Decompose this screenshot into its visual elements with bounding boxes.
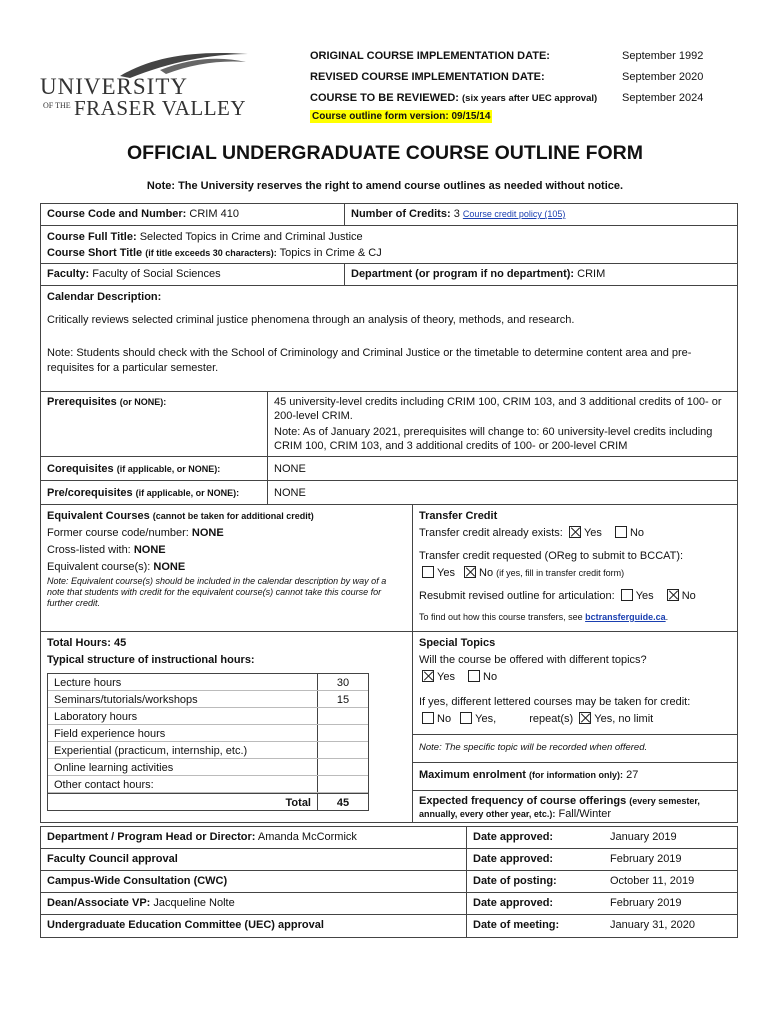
course-code-cell: Course Code and Number: CRIM 410 — [47, 208, 239, 220]
approval-row — [41, 827, 737, 849]
transfer-exists-no-checkbox[interactable] — [615, 526, 627, 538]
title-row — [41, 226, 737, 264]
credits-cell: Number of Credits: 3 Course credit policy (105) — [344, 204, 737, 225]
calendar-label: Calendar Description: — [47, 291, 162, 303]
review-date-label: COURSE TO BE REVIEWED: (six years after UEC approval) — [310, 92, 598, 104]
hours-row-label: Lecture hours — [54, 677, 122, 689]
hours-row-value[interactable] — [317, 759, 368, 775]
faculty-cell: Faculty: Faculty of Social Sciences — [47, 268, 221, 280]
logo-of-the: OF THE — [43, 101, 71, 110]
hours-row-label: Field experience hours — [54, 728, 166, 740]
page-title: OFFICIAL UNDERGRADUATE COURSE OUTLINE FORM — [126, 142, 644, 164]
code-credits-row — [41, 204, 737, 226]
precoreq-value: NONE — [267, 481, 737, 504]
special-topics-cell: Special Topics Will the course be offered with different topics? Yes No If yes, different lettered courses may be taken for credit: No Yes, repeat(s) Yes, no limit Note: The specific topic will be recorded when offered. Maximum enrolment (for information only): 27 Expected frequency of course offerings (every semester, annually, every other year, etc.): Fall/Winter — [412, 632, 737, 822]
approval-date-value: January 31, 2020 — [610, 919, 696, 931]
hours-special-row — [41, 632, 737, 822]
equivalent-transfer-row — [41, 505, 737, 632]
special-note: Note: The specific topic will be recorded when offered. — [413, 734, 737, 756]
approval-date-value: January 2019 — [610, 831, 677, 843]
calendar-note: Note: Students should check with the School of Criminology and Criminal Justice or the timetable to determine content area and pre-requisites for a particular semester. — [47, 347, 692, 374]
hours-row-label: Laboratory hours — [54, 711, 138, 723]
coreq-label: Corequisites (if applicable, or NONE): — [47, 463, 221, 475]
approval-row — [41, 893, 737, 915]
hours-row-value[interactable]: 30 — [317, 674, 368, 690]
approval-row — [41, 849, 737, 871]
transfer-exists-yes-checkbox[interactable] — [569, 526, 581, 538]
approval-label: Dean/Associate VP: Jacqueline Nolte — [47, 897, 235, 909]
approval-date-label: Date approved: — [466, 827, 604, 848]
lettered-options: No Yes, repeat(s) Yes, no limit — [419, 711, 731, 728]
special-yes-checkbox[interactable] — [422, 670, 434, 682]
transfer-exists: Transfer credit already exists: Yes No — [419, 527, 645, 539]
transfer-requested-yes-checkbox[interactable] — [422, 566, 434, 578]
bctransferguide-link[interactable]: bctransferguide.ca — [585, 612, 666, 622]
hours-table — [47, 673, 369, 811]
hours-row — [48, 742, 368, 759]
special-topics-answer: Yes No — [419, 669, 731, 686]
approval-label: Campus-Wide Consultation (CWC) — [47, 875, 228, 887]
lettered-yes-checkbox[interactable] — [460, 712, 472, 724]
credit-policy-link[interactable]: Course credit policy (105) — [462, 209, 566, 219]
hours-row — [48, 708, 368, 725]
department-cell: Department (or program if no department): CRIM — [344, 264, 737, 285]
full-title: Course Full Title: Selected Topics in Crime and Criminal Justice — [47, 231, 363, 243]
approval-row — [41, 915, 737, 937]
hours-cell: Total Hours: 45 Typical structure of instructional hours: Lecture hours 30 Seminars/tutorials/workshops 15 Laboratory hours Field experience hours Experiential (practicum, internship, etc.) Online learning activities Other contact hours: Total 45 — [41, 632, 412, 822]
hours-row — [48, 691, 368, 708]
prereq-value: 45 university-level credits including CRIM 100, CRIM 103, and 3 additional credits of 100- or 200-level CRIM. Note: As of January 2021, prerequisites will change to: 60 university-level credits including CRIM 100, CRIM 103, and 3 additional credits of 100- or 200-level CRIM — [267, 392, 737, 456]
transfer-requested-no-checkbox[interactable] — [464, 566, 476, 578]
review-date-value: September 2024 — [622, 92, 704, 104]
original-date-row — [310, 50, 730, 71]
transfer-requested: Yes No (if yes, fill in transfer credit form) — [419, 565, 731, 582]
hours-row-label: Online learning activities — [54, 762, 174, 774]
approval-date-label: Date approved: — [466, 849, 604, 870]
course-outline-form — [40, 203, 738, 823]
approvals-table — [40, 826, 738, 938]
offering-frequency: Expected frequency of course offerings (every semester, annually, every other year, etc.): Fall/Winter — [413, 790, 737, 821]
coreq-value: NONE — [267, 457, 737, 480]
form-version: Course outline form version: 09/15/14 — [312, 111, 491, 122]
hours-row-value[interactable] — [317, 742, 368, 758]
hours-row-label: Experiential (practicum, internship, etc.) — [54, 745, 248, 757]
approval-date-label: Date approved: — [466, 893, 604, 914]
faculty-row — [41, 264, 737, 286]
transfer-credit-cell: Transfer Credit Transfer credit already exists: Yes No Transfer credit requested (OReg to submit to BCCAT): Yes No (if yes, fill in transfer credit form) Resubmit revised outline for articulation: Yes No To find out how this course transfers, see bctransferguide.ca. — [412, 505, 737, 631]
hours-total-row — [48, 793, 368, 810]
approval-date-value: October 11, 2019 — [610, 875, 695, 887]
hours-row-value[interactable] — [317, 725, 368, 741]
university-logo — [40, 50, 250, 122]
precoreq-row — [41, 481, 737, 505]
approval-date-label: Date of meeting: — [466, 915, 604, 937]
lettered-no-checkbox[interactable] — [422, 712, 434, 724]
hours-row-value[interactable]: 15 — [317, 691, 368, 707]
original-date-value: September 1992 — [622, 50, 704, 62]
approval-date-value: February 2019 — [610, 853, 682, 865]
approval-label: Undergraduate Education Committee (UEC) approval — [47, 919, 324, 931]
lettered-nolimit-checkbox[interactable] — [579, 712, 591, 724]
revised-date-label: REVISED COURSE IMPLEMENTATION DATE: — [310, 71, 545, 83]
calendar-description: Critically reviews selected criminal justice phenomena through an analysis of theory, methods, and research. — [47, 314, 575, 326]
logo-fraser-valley: FRASER VALLEY — [74, 96, 247, 120]
approval-label: Faculty Council approval — [47, 853, 178, 865]
course-dates — [310, 50, 730, 113]
hours-row — [48, 725, 368, 742]
hours-row-value[interactable] — [317, 776, 368, 792]
hours-total-value: 45 — [317, 794, 368, 810]
hours-row — [48, 674, 368, 691]
approval-date-value: February 2019 — [610, 897, 682, 909]
hours-row — [48, 776, 368, 793]
hours-row-value[interactable] — [317, 708, 368, 724]
hours-row-label: Seminars/tutorials/workshops — [54, 694, 198, 706]
approval-date-label: Date of posting: — [466, 871, 604, 892]
hours-total-label: Total — [285, 797, 311, 809]
equivalent-courses-cell: Equivalent Courses (cannot be taken for additional credit) Former course code/number: NONE Cross-listed with: NONE Equivalent course(s): NONE Note: Equivalent course(s) should be included in the calendar description by way of a note that students with credit for the equivalent course(s) cannot take this course for further credit. — [41, 505, 412, 631]
hours-row — [48, 759, 368, 776]
approval-label: Department / Program Head or Director: Amanda McCormick — [47, 831, 357, 843]
logo-university: UNIVERSITY — [40, 74, 188, 99]
total-hours-value: 45 — [114, 637, 127, 649]
course-code-value: CRIM 410 — [189, 208, 239, 220]
equivalent-note: Note: Equivalent course(s) should be included in the calendar description by way of a note that students with credit for the equivalent course(s) cannot take this course for further credit. — [47, 576, 387, 608]
transfer-guide-note: To find out how this course transfers, see bctransferguide.ca. — [419, 612, 669, 622]
special-no-checkbox[interactable] — [468, 670, 480, 682]
prereq-row — [41, 392, 737, 457]
resubmit-articulation: Resubmit revised outline for articulation: Yes No — [419, 590, 696, 602]
precoreq-label: Pre/corequisites (if applicable, or NONE): — [47, 487, 240, 499]
resubmit-no-checkbox[interactable] — [667, 589, 679, 601]
approval-row — [41, 871, 737, 893]
resubmit-yes-checkbox[interactable] — [621, 589, 633, 601]
prereq-label: Prerequisites (or NONE): — [47, 396, 167, 408]
amend-note: Note: The University reserves the right to amend course outlines as needed without notice. — [146, 180, 624, 192]
revised-date-row — [310, 71, 730, 92]
calendar-row — [41, 286, 737, 392]
max-enrolment: Maximum enrolment (for information only): 27 — [413, 762, 737, 784]
hours-row-label: Other contact hours: — [54, 779, 154, 791]
coreq-row — [41, 457, 737, 481]
short-title: Course Short Title (if title exceeds 30 characters): Topics in Crime & CJ — [47, 247, 382, 259]
original-date-label: ORIGINAL COURSE IMPLEMENTATION DATE: — [310, 50, 550, 62]
revised-date-value: September 2020 — [622, 71, 704, 83]
